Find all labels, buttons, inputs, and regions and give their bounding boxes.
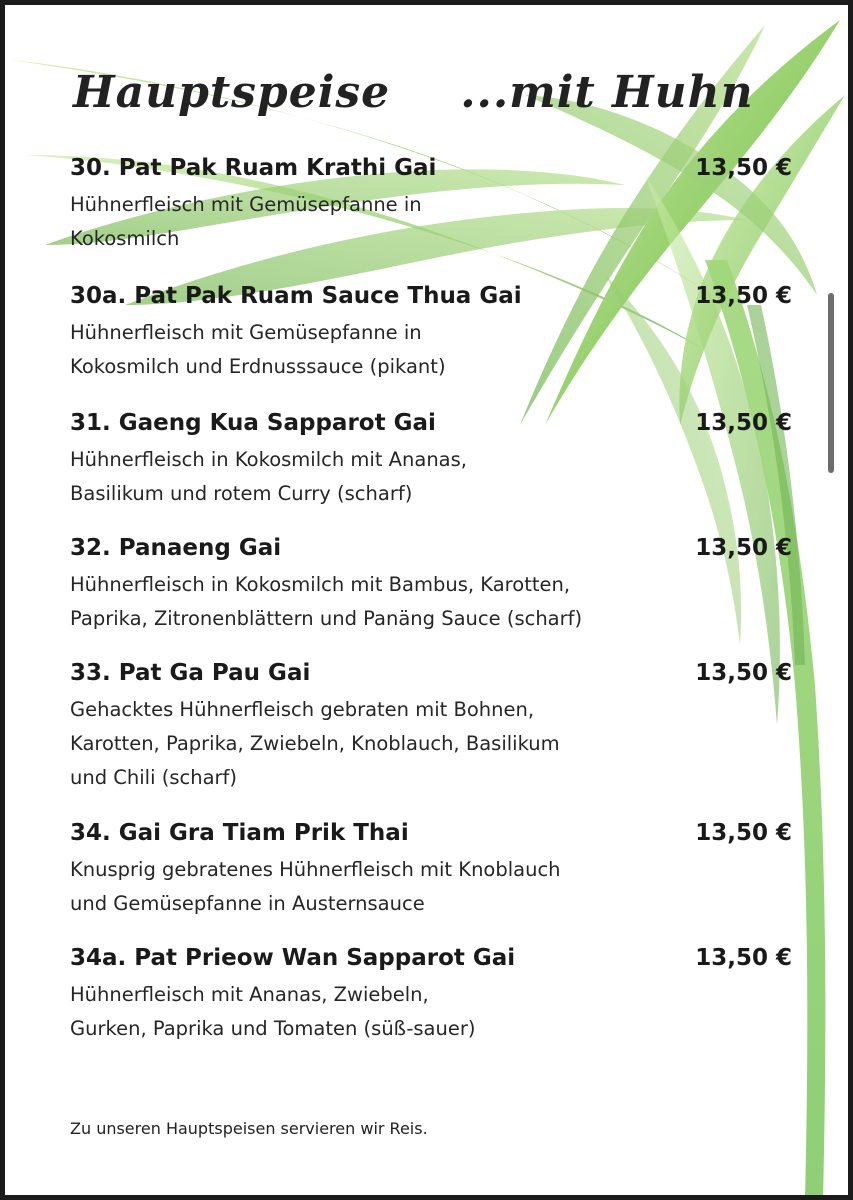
item-name: 34. Gai Gra Tiam Prik Thai <box>70 820 409 846</box>
item-description <box>70 188 795 256</box>
title-main: Hauptspeise <box>73 67 391 118</box>
description-line: Knusprig gebratenes Hühnerfleisch mit Knoblauch <box>70 858 561 881</box>
item-price: 13,50 € <box>695 535 792 561</box>
scrollbar[interactable] <box>828 293 834 473</box>
item-name: 33. Pat Ga Pau Gai <box>70 660 311 686</box>
item-description <box>70 443 795 511</box>
description-line: Hühnerfleisch in Kokosmilch mit Bambus, Karotten, <box>70 573 571 596</box>
item-name: 32. Panaeng Gai <box>70 535 282 561</box>
description-line: Karotten, Paprika, Zwiebeln, Knoblauch, Basilikum <box>70 732 560 755</box>
description-line: Hühnerfleisch mit Ananas, Zwiebeln, <box>70 983 429 1006</box>
footer-note: Zu unseren Hauptspeisen servieren wir Reis. <box>70 1119 428 1138</box>
item-description <box>70 568 795 636</box>
item-name: 34a. Pat Prieow Wan Sapparot Gai <box>70 945 516 971</box>
item-price: 13,50 € <box>695 283 792 309</box>
menu-item <box>70 410 795 511</box>
description-line: Gurken, Paprika und Tomaten (süß-sauer) <box>70 1017 476 1040</box>
description-line: Gehacktes Hühnerfleisch gebraten mit Bohnen, <box>70 698 535 721</box>
menu-item <box>70 820 795 921</box>
item-price: 13,50 € <box>695 945 792 971</box>
description-line: Hühnerfleisch in Kokosmilch mit Ananas, <box>70 448 467 471</box>
description-line: Hühnerfleisch mit Gemüsepfanne in <box>70 321 422 344</box>
item-name: 30a. Pat Pak Ruam Sauce Thua Gai <box>70 283 522 309</box>
item-name: 30. Pat Pak Ruam Krathi Gai <box>70 155 437 181</box>
menu-item <box>70 283 795 384</box>
item-price: 13,50 € <box>695 820 792 846</box>
description-line: Basilikum und rotem Curry (scharf) <box>70 482 413 505</box>
item-price: 13,50 € <box>695 155 792 181</box>
item-price: 13,50 € <box>695 660 792 686</box>
page-title <box>73 67 754 118</box>
menu-item <box>70 155 795 256</box>
description-line: Kokosmilch und Erdnusssauce (pikant) <box>70 355 446 378</box>
menu-item <box>70 945 795 1046</box>
description-line: Hühnerfleisch mit Gemüsepfanne in <box>70 193 422 216</box>
item-description <box>70 978 795 1046</box>
description-line: und Chili (scharf) <box>70 766 238 789</box>
title-sub: ...mit Huhn <box>460 67 754 118</box>
description-line: und Gemüsepfanne in Austernsauce <box>70 892 425 915</box>
item-name: 31. Gaeng Kua Sapparot Gai <box>70 410 436 436</box>
item-description <box>70 693 795 795</box>
description-line: Kokosmilch <box>70 227 180 250</box>
description-line: Paprika, Zitronenblättern und Panäng Sauce (scharf) <box>70 607 583 630</box>
menu-item <box>70 535 795 636</box>
item-description <box>70 316 795 384</box>
menu-item <box>70 660 795 795</box>
item-price: 13,50 € <box>695 410 792 436</box>
item-description <box>70 853 795 921</box>
